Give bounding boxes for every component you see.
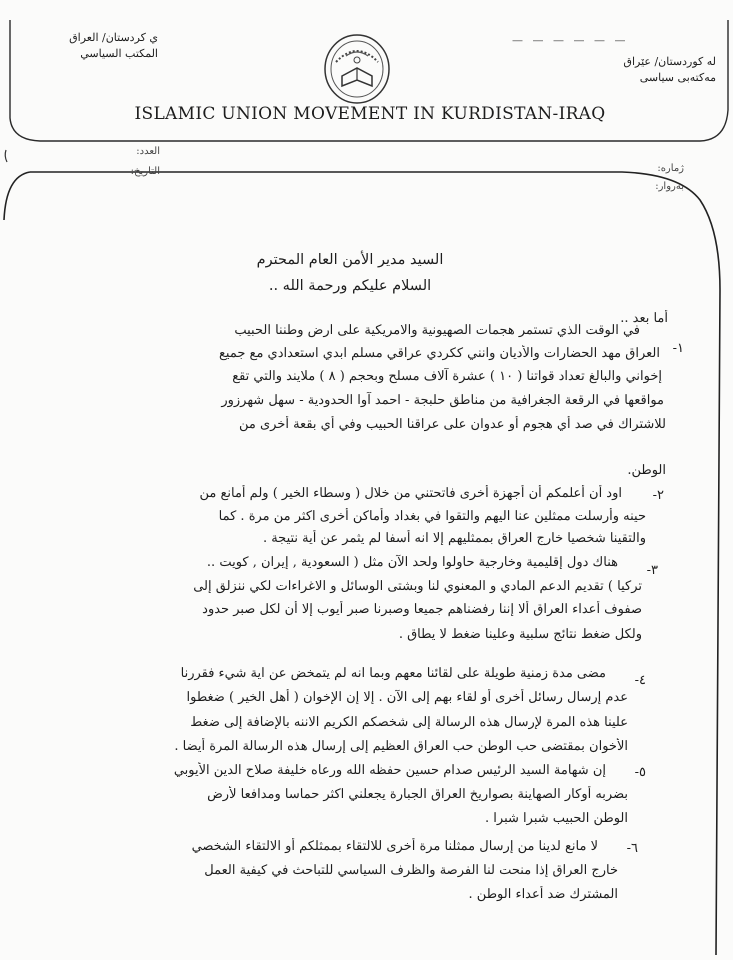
- letter-line: بضربه أوكار الصهاينة بصواريخ العراق الجبارة يجعلني اكثر حماسا ومدافعا لأرض: [207, 787, 628, 802]
- arabic-org-line2: المكتب السياسي: [80, 47, 158, 60]
- letter-line: للاشتراك في صد أي هجوم أو عدوان على عراقنا الحبيب وفي أي بقعة أخرى من: [238, 417, 666, 432]
- organization-english-title: ISLAMIC UNION MOVEMENT IN KURDISTAN-IRAQ: [134, 104, 606, 124]
- item-number-4: ٤-: [634, 673, 646, 688]
- letterhead-arabic-org: [28, 30, 158, 62]
- letterhead-kurdish-org: [566, 54, 716, 86]
- letter-line: العراق مهد الحضارات والأديان وانني ككردي عراقي مسلم ابدي استعدادي مع جميع: [219, 346, 660, 361]
- letter-line: الوطن.: [627, 463, 666, 478]
- letter-line: ولكل ضغط نتائج سلبية وعلينا ضغط لا يطاق .: [398, 627, 642, 642]
- opening-line: أما بعد ..: [620, 311, 668, 326]
- item-number-3: ٣-: [646, 563, 658, 578]
- letter-line: اود أن أعلمكم أن أجهزة أخرى فاتحتني من خلال ( وسطاء الخير ) ولم أمانع من: [199, 486, 622, 501]
- greeting: السلام عليكم ورحمة الله ..: [268, 278, 432, 294]
- letter-line: صفوف أعداء العراق ألا إننا رفضناهم جميعا وصبرنا صبر أيوب إلا أن لكل صبر حدود: [202, 602, 642, 617]
- letter-line: المشترك ضد أعداء الوطن .: [468, 887, 618, 902]
- letter-line: لا مانع لدينا من إرسال ممثلنا مرة أخرى للالتقاء بممثلكم أو الالتقاء الشخصي: [191, 839, 598, 854]
- letter-line: مواقعها في الرقعة الجغرافية من مناطق حلبجة - احمد آوا الحدودية - سهل شهرزور: [221, 393, 664, 408]
- kurdish-org-line1: له كوردستان/ عێراق: [623, 55, 716, 68]
- letter-line: مضى مدة زمنية طويلة على لقائنا معهم وبما انه لم يتمخض عن اية شيء فقررنا: [180, 666, 606, 681]
- letter-line: الأخوان بمقتضى حب الوطن حب العراق العظيم إلى إرسال هذه الرسالة المرة أيضا .: [174, 739, 628, 754]
- item-number-5: ٥-: [634, 765, 646, 780]
- reference-fields-arabic: [100, 142, 160, 182]
- letter-line: هناك دول إقليمية وخارجية حاولوا ولحد الآن مثل ( السعودية , إيران , كويت ..: [206, 555, 618, 570]
- letter-line: والتقينا شخصيا خارج العراق بممثليهم إلا انه أسفا لم يثمر عن أية نتيجة .: [262, 531, 646, 546]
- item-number-1: ١-: [672, 341, 684, 356]
- letter-line: عدم إرسال رسائل أخرى أو لقاء بهم إلى الآن . إلا إن الإخوان ( أهل الخير ) ضغطوا: [186, 690, 628, 705]
- letter-line: الوطن الحبيب شبرا شبرا .: [485, 811, 628, 826]
- letter-line: علينا هذه المرة لإرسال هذه الرسالة إلى شخصكم الكريم الاننه بالإضافة إلى ضغط: [190, 715, 628, 730]
- letter-line: إخواني والبالغ تعداد قواتنا ( ١٠ ) عشرة آلاف مسلح وبحجم ( ٨ ) ملايند والتي تقع: [232, 369, 662, 384]
- letter-line: خارج العراق إذا منحت لنا الفرصة والظرف السياسي للتباحث في كيفية العمل: [204, 863, 618, 878]
- ref-date-label-ku: به‌روار:: [655, 181, 684, 192]
- addressee: السيد مدير الأمن العام المحترم: [256, 252, 444, 268]
- letterhead-dashes: — — — — — —: [512, 34, 629, 47]
- arabic-org-line1: ي كردستان/ العراق: [69, 31, 158, 44]
- ref-date-label: التاريخ:: [130, 166, 160, 177]
- ref-number-label: العدد:: [136, 146, 160, 157]
- letter-line: في الوقت الذي تستمر هجمات الصهيونية والامريكية على ارض وطننا الحبيب: [234, 323, 640, 338]
- reference-fields-kurdish: [600, 160, 684, 196]
- kurdish-org-line2: مه‌كته‌بی سیاسی: [639, 71, 716, 84]
- letter-line: تركيا ) تقديم الدعم المادي و المعنوي لنا وبشتى الوسائل و الاغراءات لكي ننزلق إلى: [193, 579, 642, 594]
- letter-line: حينه وأرسلت ممثلين عنا اليهم والتقوا في بغداد وأماكن أخرى اكثر من مرة . كما: [218, 509, 646, 524]
- ref-number-label-ku: ژماره:: [657, 163, 684, 174]
- item-number-6: ٦-: [626, 841, 638, 856]
- item-number-2: ٢-: [652, 488, 664, 503]
- letter-line: إن شهامة السيد الرئيس صدام حسين حفظه الله ورعاه خليفة صلاح الدين الأيوبي: [173, 763, 606, 778]
- organization-logo-icon: [322, 32, 392, 106]
